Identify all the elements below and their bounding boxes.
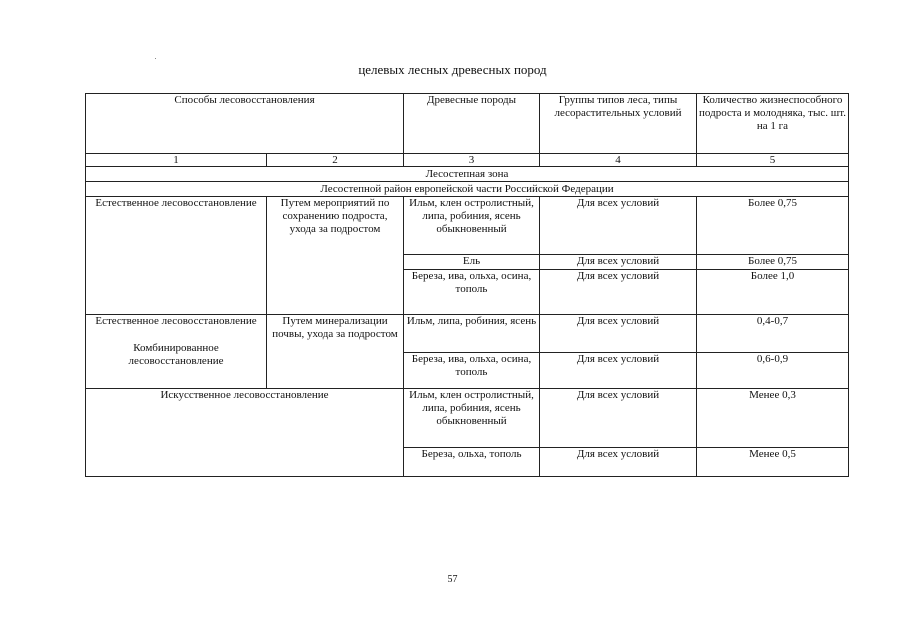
table-row xyxy=(86,197,849,255)
group1-submethod: Путем мероприятий по сохранению подроста, ухода за подростом xyxy=(267,197,404,315)
zone-row xyxy=(86,167,849,182)
quantity-cell: Более 0,75 xyxy=(697,255,849,270)
page-title: целевых лесных древесных пород xyxy=(358,62,547,77)
species-cell: Ильм, клен остролистный, липа, робиния, ясень обыкновенный xyxy=(404,389,540,448)
quantity-cell: Более 1,0 xyxy=(697,270,849,315)
species-cell: Ильм, липа, робиния, ясень xyxy=(404,315,540,353)
header-methods: Способы лесовосстановления xyxy=(86,94,404,154)
quantity-cell: 0,4-0,7 xyxy=(697,315,849,353)
group2-method-a: Естественное лесовосстановление xyxy=(95,315,257,327)
species-cell: Береза, ива, ольха, осина, тополь xyxy=(404,353,540,389)
col-number-3: 3 xyxy=(404,154,540,167)
quantity-cell: Более 0,75 xyxy=(697,197,849,255)
group2-submethod: Путем минерализации почвы, ухода за подростом xyxy=(267,315,404,389)
species-cell: Ильм, клен остролистный, липа, робиния, ясень обыкновенный xyxy=(404,197,540,255)
header-quantity: Количество жизнеспособного подроста и молодняка, тыс. шт. на 1 га xyxy=(697,94,849,154)
quantity-cell: 0,6-0,9 xyxy=(697,353,849,389)
spacer xyxy=(88,328,264,342)
group2-method-b: Комбинированное лесовосстановление xyxy=(128,342,224,367)
conditions-cell: Для всех условий xyxy=(540,315,697,353)
header-species: Древесные породы xyxy=(404,94,540,154)
header-row xyxy=(86,94,849,154)
scan-speck xyxy=(155,58,156,59)
species-cell: Береза, ольха, тополь xyxy=(404,448,540,477)
table-row xyxy=(86,315,849,353)
col-number-5: 5 xyxy=(697,154,849,167)
reforestation-table xyxy=(85,93,849,477)
quantity-cell: Менее 0,3 xyxy=(697,389,849,448)
conditions-cell: Для всех условий xyxy=(540,389,697,448)
conditions-cell: Для всех условий xyxy=(540,448,697,477)
table-row xyxy=(86,389,849,448)
conditions-cell: Для всех условий xyxy=(540,197,697,255)
zone-label: Лесостепная зона xyxy=(86,167,849,182)
quantity-cell: Менее 0,5 xyxy=(697,448,849,477)
col-number-2: 2 xyxy=(267,154,404,167)
group1-method: Естественное лесовосстановление xyxy=(86,197,267,315)
species-cell: Ель xyxy=(404,255,540,270)
col-number-1: 1 xyxy=(86,154,267,167)
conditions-cell: Для всех условий xyxy=(540,270,697,315)
group3-method: Искусственное лесовосстановление xyxy=(86,389,404,477)
species-cell: Береза, ива, ольха, осина, тополь xyxy=(404,270,540,315)
region-label: Лесостепной район европейской части Российской Федерации xyxy=(86,182,849,197)
page-number: 57 xyxy=(447,574,458,585)
column-numbers-row xyxy=(86,154,849,167)
group2-method xyxy=(86,315,267,389)
header-forest-groups: Группы типов леса, типы лесорастительных условий xyxy=(540,94,697,154)
col-number-4: 4 xyxy=(540,154,697,167)
conditions-cell: Для всех условий xyxy=(540,255,697,270)
conditions-cell: Для всех условий xyxy=(540,353,697,389)
region-row xyxy=(86,182,849,197)
